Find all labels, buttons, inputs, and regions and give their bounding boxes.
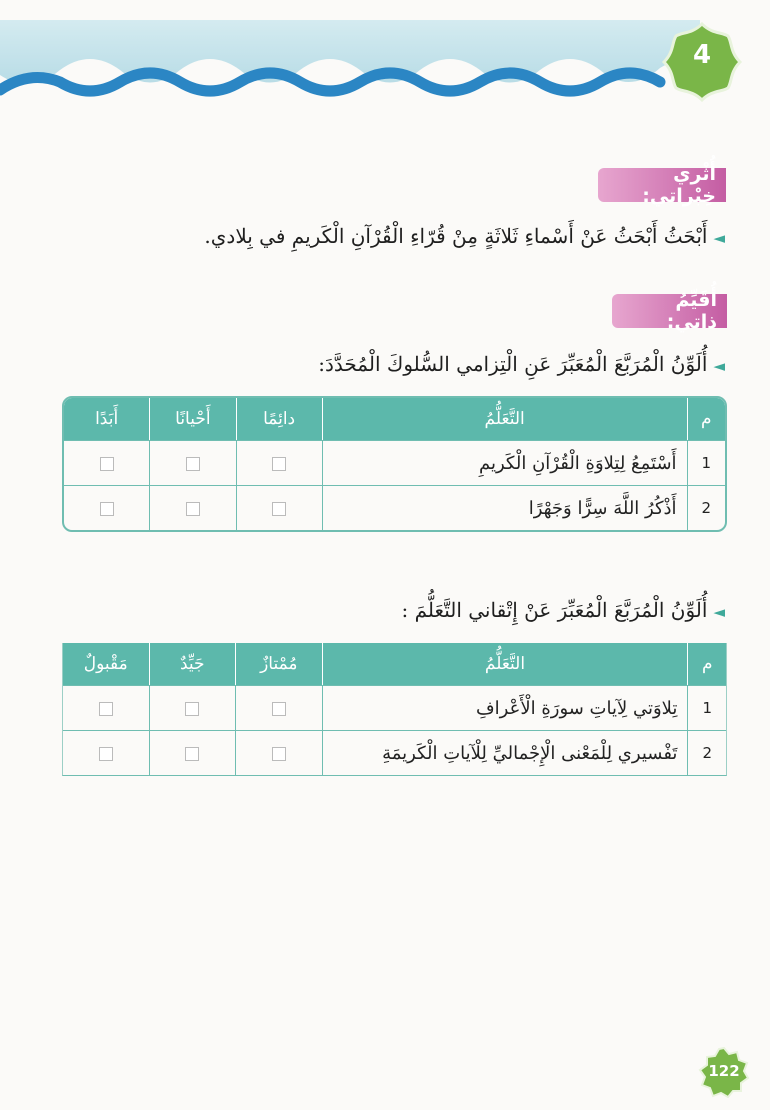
- behavior-assessment-table: [62, 396, 727, 532]
- col-header-never: أَبَدًا: [64, 398, 149, 440]
- table-header-row: [63, 643, 726, 685]
- checkbox-acceptable[interactable]: [99, 702, 113, 716]
- row-text: أَسْتَمِعُ لِتِلاوَةِ الْقُرْآنِ الْكَريمِ: [322, 440, 687, 485]
- col-header-acceptable: مَقْبولٌ: [63, 643, 149, 685]
- col-header-always: دائِمًا: [236, 398, 322, 440]
- row-number: 1: [687, 685, 726, 730]
- section-title-enrich: أُثْري خِبْراتي:: [598, 168, 726, 202]
- page-number: 122: [708, 1062, 740, 1080]
- table-row: [63, 730, 726, 775]
- checkbox-acceptable[interactable]: [99, 747, 113, 761]
- header-wave-banner: [0, 0, 770, 115]
- checkbox-good[interactable]: [185, 702, 199, 716]
- checkbox-sometimes[interactable]: [186, 502, 200, 516]
- row-text: أَذْكُرُ اللَّهَ سِرًّا وَجَهْرًا: [322, 485, 687, 530]
- row-text: تِلاوَتي لِآياتِ سورَةِ الْأَعْرافِ: [322, 685, 688, 730]
- col-header-num: م: [687, 643, 726, 685]
- row-text: تَفْسيري لِلْمَعْنى الْإِجْماليِّ لِلْآياتِ الْكَريمَةِ: [322, 730, 688, 775]
- col-header-learning: التَّعَلُّمُ: [322, 398, 687, 440]
- checkbox-excellent[interactable]: [272, 702, 286, 716]
- bullet-icon: ◄: [713, 357, 725, 375]
- section-title-self-assessment: أُقَيِّمُ ذاتي:: [612, 294, 727, 328]
- col-header-num: م: [687, 398, 725, 440]
- table1-instruction: [318, 352, 725, 376]
- row-number: 1: [687, 440, 725, 485]
- table-row: [64, 485, 725, 530]
- col-header-good: جَيِّدٌ: [149, 643, 236, 685]
- bullet-icon: ◄: [713, 603, 725, 621]
- col-header-excellent: مُمْتازٌ: [235, 643, 322, 685]
- bullet-icon: ◄: [713, 229, 725, 247]
- table1-instruction-text: أُلَوِّنُ الْمُرَبَّعَ الْمُعَبِّرَ عَنِ الْتِزامي السُّلوكَ الْمُحَدَّدَ:: [318, 352, 708, 376]
- table-header-row: [64, 398, 725, 440]
- col-header-learning: التَّعَلُّمُ: [322, 643, 688, 685]
- enrich-instruction: [204, 224, 725, 248]
- checkbox-never[interactable]: [100, 457, 114, 471]
- table2-instruction: [402, 598, 725, 622]
- checkbox-always[interactable]: [272, 457, 286, 471]
- table2-instruction-text: أُلَوِّنُ الْمُرَبَّعَ الْمُعَبِّرَ عَنْ إِتْقاني التَّعَلُّمَ :: [401, 598, 708, 622]
- checkbox-good[interactable]: [185, 747, 199, 761]
- row-number: 2: [687, 485, 725, 530]
- row-number: 2: [687, 730, 726, 775]
- checkbox-sometimes[interactable]: [186, 457, 200, 471]
- enrich-instruction-text: أَبْحَثُ أَبْحَثُ عَنْ أَسْماءِ ثَلاثَةٍ مِنْ قُرّاءِ الْقُرْآنِ الْكَريمِ في بِلادي.: [204, 224, 708, 248]
- mastery-assessment-table: [62, 643, 727, 776]
- checkbox-never[interactable]: [100, 502, 114, 516]
- table-row: [63, 685, 726, 730]
- unit-number: 4: [692, 40, 712, 70]
- checkbox-always[interactable]: [272, 502, 286, 516]
- checkbox-excellent[interactable]: [272, 747, 286, 761]
- table-row: [64, 440, 725, 485]
- col-header-sometimes: أَحْيانًا: [149, 398, 235, 440]
